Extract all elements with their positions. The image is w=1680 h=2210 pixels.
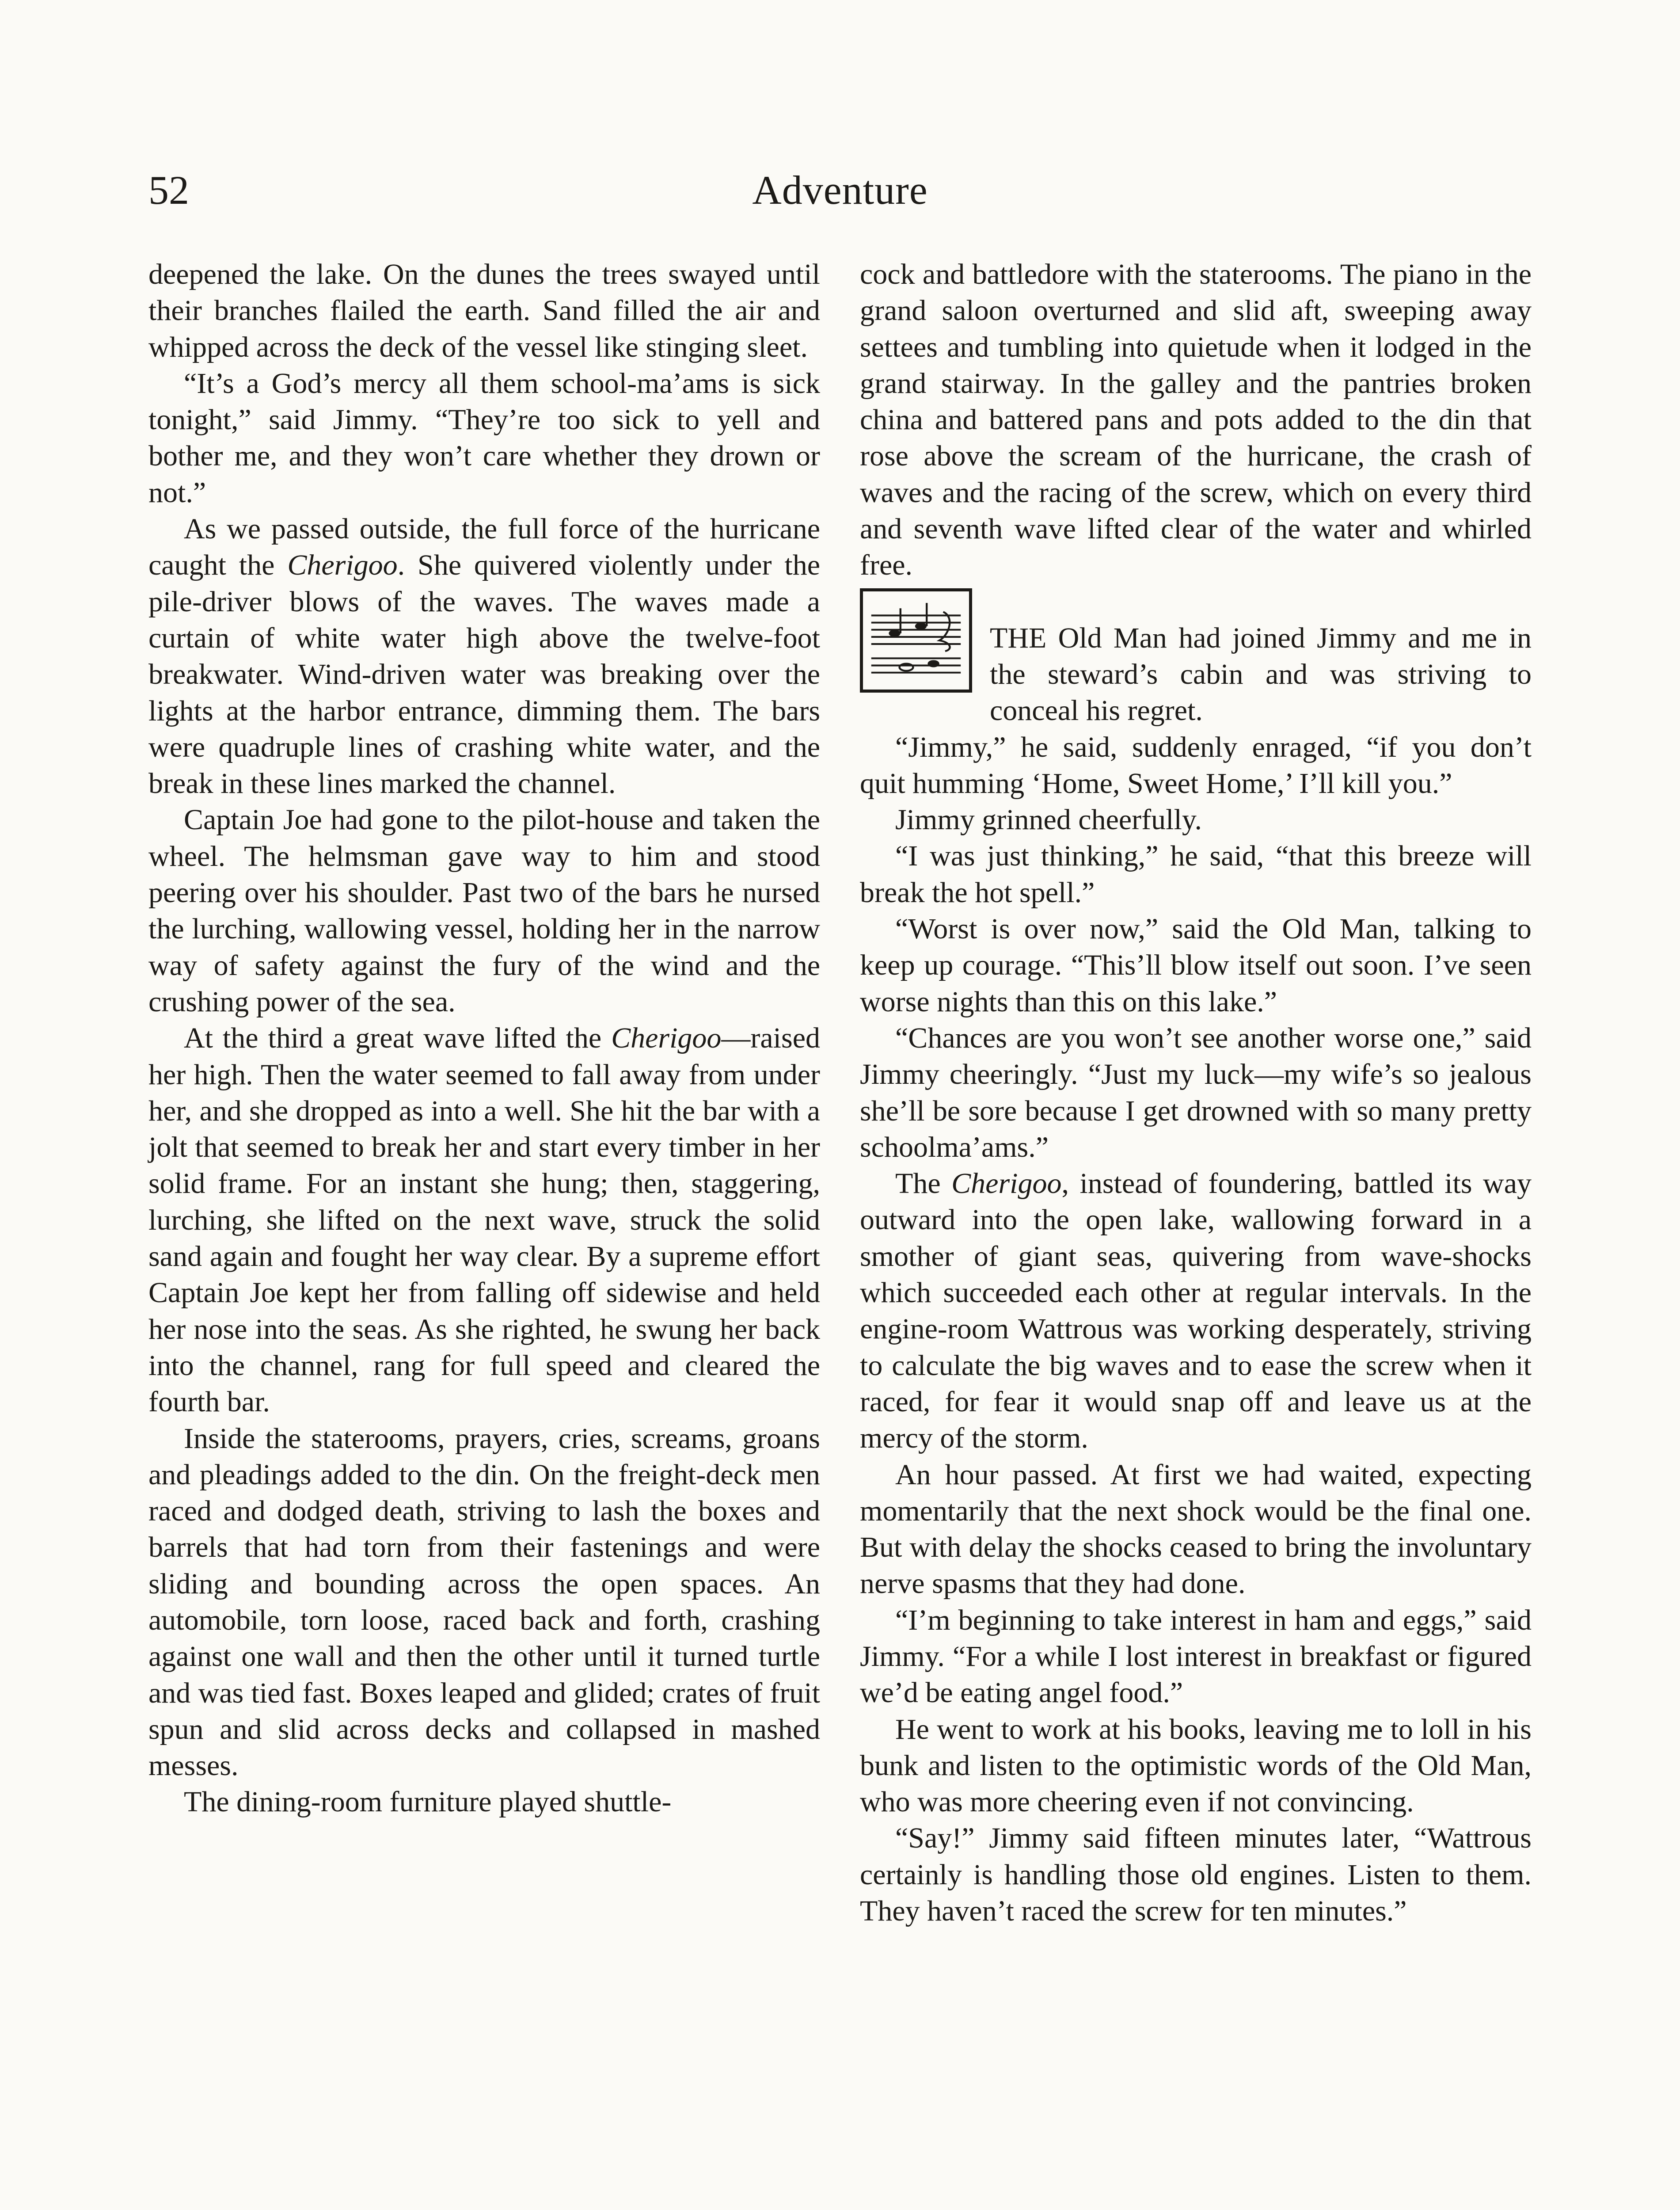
- paragraph: Inside the staterooms, prayers, cries, screams, groans and pleadings added to the din. On the freight-deck men raced and dodged death, striving to lash the boxes and barrels that had torn from their fastenings and were sliding and bounding across the open spaces. An automobile, torn loose, raced back and forth, crashing against one wall and then the other until it turned turtle and was tied fast. Boxes leaped and glided; crates of fruit spun and slid across decks and collapsed in mashed messes.: [148, 1422, 820, 1782]
- paragraph: The Cherigoo, instead of foundering, battled its way outward into the open lake, wallowing forward in a smother of giant seas, quivering from wave-shocks which succeeded each other at regular intervals. In the engine-room Wattrous was working desperately, striving to calculate the big waves and to ease the screw when it raced, for fear it would snap off and leave us at the mercy of the storm.: [860, 1167, 1532, 1455]
- paragraph: deepened the lake. On the dunes the trees swayed until their branches flailed the earth. Sand filled the air and whipped across the deck of the vessel like stinging sleet.: [148, 258, 820, 363]
- paragraph: cock and battledore with the staterooms. The piano in the grand saloon overturned and slid aft, sweeping away settees and tumbling into quietude when it lodged in the grand stairway. In the galley and the pantries broken china and battered pans and pots added to the din that rose above the scream of the hurricane, the crash of waves and the racing of the screw, which on every third and seventh wave lifted clear of the water and whirled free.: [860, 258, 1532, 582]
- paragraph: “It’s a God’s mercy all them school-ma’ams is sick tonight,” said Jimmy. “They’re too sick to yell and bother me, and they won’t care whether they drown or not.”: [148, 367, 820, 509]
- paragraph: “Chances are you won’t see another worse one,” said Jimmy cheeringly. “Just my luck—my wife’s so jealous she’ll be sore because I get drowned with so many pretty schoolma’ams.”: [860, 1021, 1532, 1163]
- paragraph: “I’m beginning to take interest in ham and eggs,” said Jimmy. “For a while I lost interest in breakfast or figured we’d be eating angel food.”: [860, 1604, 1532, 1709]
- running-title: Adventure: [752, 168, 928, 213]
- paragraph: An hour passed. At first we had waited, expecting momentarily that the next shock would be the final one. But with delay the shocks ceased to bring the involuntary nerve spasms that they had done.: [860, 1458, 1532, 1600]
- section-ornament-icon: [860, 588, 972, 693]
- paragraph: At the third a great wave lifted the Cherigoo—raised her high. Then the water seemed to fall away from under her, and she dropped as into a well. She hit the bar with a jolt that seemed to break her and start every timber in her solid frame. For an instant she hung; then, staggering, lurching, she lifted on the next wave, struck the solid sand again and fought her way clear. By a supreme effort Captain Joe kept her from falling off sidewise and held her nose into the seas. As she righted, he swung her back into the channel, rang for full speed and cleared the fourth bar.: [148, 1022, 820, 1418]
- page-number: 52: [148, 168, 189, 213]
- paragraph: “I was just thinking,” he said, “that this breeze will break the hot spell.”: [860, 840, 1532, 909]
- right-column: [860, 256, 1532, 1929]
- ship-name: Cherigoo: [611, 1022, 722, 1055]
- paragraph: “Say!” Jimmy said fifteen minutes later, “Wattrous certainly is handling those old engines. Listen to them. They haven’t raced the screw for ten minutes.”: [860, 1822, 1532, 1928]
- ship-name: Cherigoo: [287, 549, 398, 582]
- paragraph: “Jimmy,” he said, suddenly enraged, “if you don’t quit humming ‘Home, Sweet Home,’ I’ll kill you.”: [860, 731, 1532, 800]
- left-column: [148, 256, 820, 1821]
- paragraph: Captain Joe had gone to the pilot-house and taken the wheel. The helmsman gave way to him and stood peering over his shoulder. Past two of the bars he nursed the lurching, wallowing vessel, holding her in the narrow way of safety against the fury of the wind and the crushing power of the sea.: [148, 804, 820, 1018]
- paragraph: “Worst is over now,” said the Old Man, talking to keep up courage. “This’ll blow itself out soon. I’ve seen worse nights than this on this lake.”: [860, 913, 1532, 1018]
- paragraph: As we passed outside, the full force of the hurricane caught the Cherigoo. She quivered violently under the pile-driver blows of the waves. The waves made a curtain of white water high above the twelve-foot breakwater. Wind-driven water was breaking over the lights at the harbor entrance, dimming them. The bars were quadruple lines of crashing white water, and the break in these lines marked the channel.: [148, 513, 820, 800]
- ship-name: Cherigoo: [951, 1167, 1062, 1200]
- page-header: [148, 159, 1532, 221]
- paragraph: The dining-room furniture played shuttle-: [184, 1786, 672, 1818]
- paragraph: He went to work at his books, leaving me to loll in his bunk and listen to the optimistic words of the Old Man, who was more cheering even if not convincing.: [860, 1713, 1532, 1818]
- section-opening-paragraph: THE Old Man had joined Jimmy and me in the steward’s cabin and was striving to conceal his regret.: [990, 621, 1532, 727]
- paragraph: Jimmy grinned cheerfully.: [895, 804, 1202, 836]
